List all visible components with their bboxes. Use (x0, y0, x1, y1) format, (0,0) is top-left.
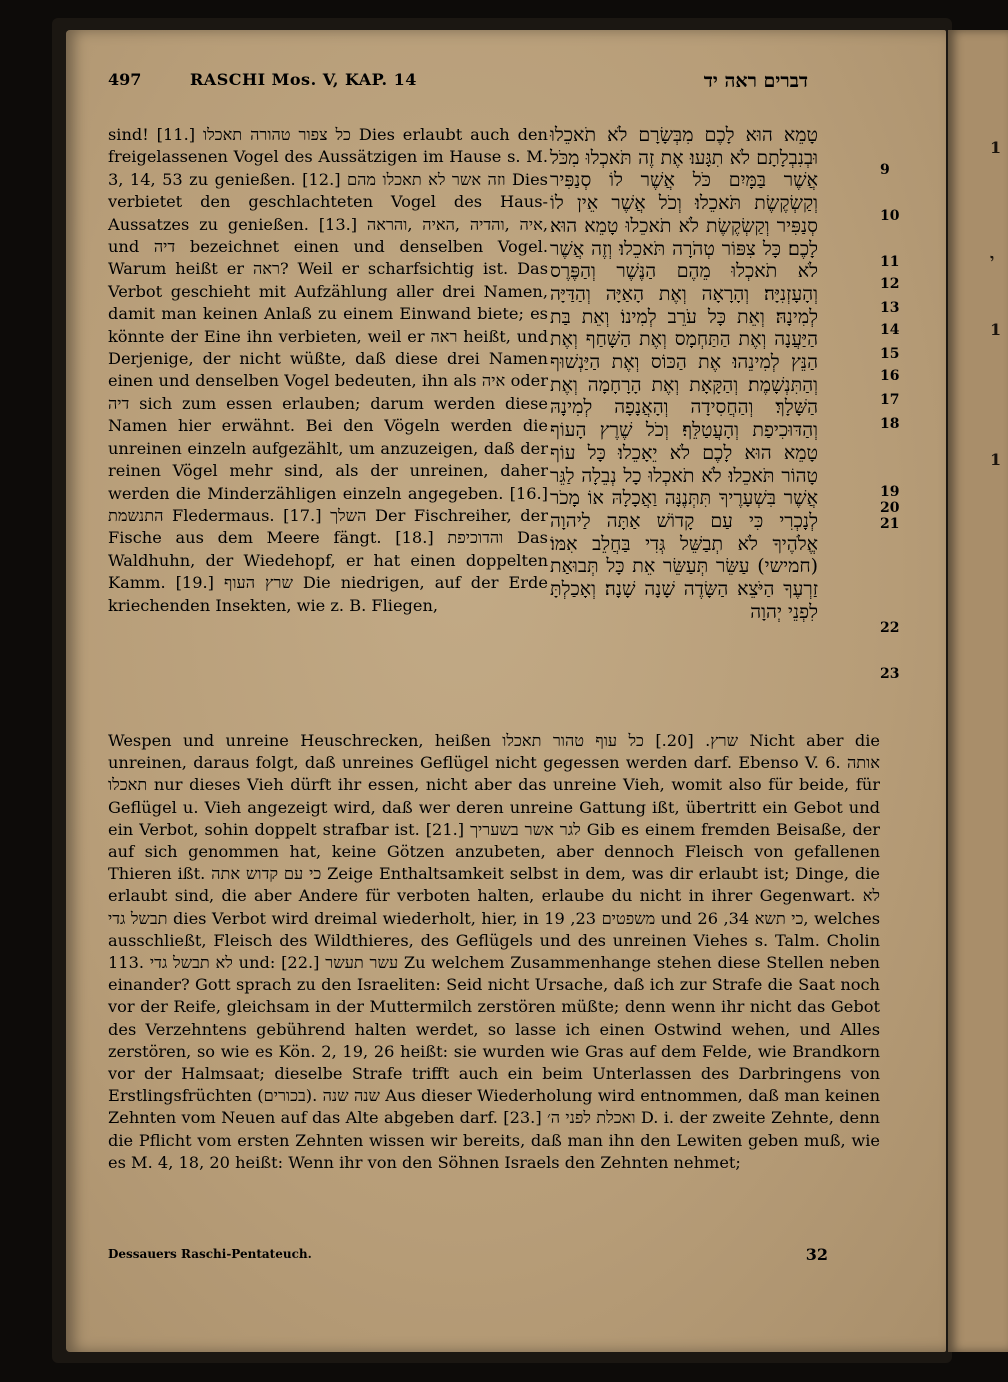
commentary-column (108, 124, 548, 617)
verse-number: 17 (880, 392, 900, 408)
verse-number: 18 (880, 416, 900, 432)
page-number: 497 (108, 70, 142, 89)
verse-number: 15 (880, 346, 900, 362)
hebrew-running-title: דברים ראה יד (703, 70, 808, 92)
next-page-edge (948, 30, 1008, 1352)
page-header (108, 70, 808, 100)
verse-number: 20 (880, 500, 900, 516)
verse-number: 21 (880, 516, 900, 532)
verse-number: 10 (880, 208, 900, 224)
next-page-mark: י (990, 250, 995, 269)
printer-signature: Dessauers Raschi-Pentateuch. (108, 1247, 312, 1261)
hebrew-verses: טָמֵא הוּא לָכֶם מִבְּשָׂרָם לֹא תֹאכֵלוּ וּבְנִבְלָתָם לֹא תִגָּעוּ׃ אֶת זֶה תֹּאכְלוּ מִכֹּל אֲשֶׁר בַּמָּיִם כֹּל אֲשֶׁר לוֹ סְנַפִּיר וְקַשְׂקֶשֶׂת תֹּאכֵלוּ׃ וְכֹל אֲשֶׁר אֵין לוֹ סְנַפִּיר וְקַשְׂקֶשֶׂת לֹא תֹאכֵלוּ טָמֵא הוּא לָכֶם׃ כָּל צִפּוֹר טְהֹרָה תֹּאכֵלוּ׃ וְזֶה אֲשֶׁר לֹא תֹאכְלוּ מֵהֶם הַנֶּשֶׁר וְהַפֶּרֶס וְהָעָזְנִיָּה׃ וְהָרָאָה וְאֶת הָאַיָּה וְהַדַּיָּה לְמִינָהּ׃ וְאֵת כָּל עֹרֵב לְמִינוֹ׃ וְאֵת בַּת הַיַּעֲנָה וְאֶת הַתַּחְמָס וְאֶת הַשָּׁחַף וְאֶת הַנֵּץ לְמִינֵהוּ׃ אֶת הַכּוֹס וְאֶת הַיַּנְשׁוּף וְהַתִּנְשָׁמֶת׃ וְהַקָּאָת וְאֶת הָרָחָמָה וְאֶת הַשָּׁלָךְ׃ וְהַחֲסִידָה וְהָאֲנָפָה לְמִינָהּ וְהַדּוּכִיפַת וְהָעֲטַלֵּף׃ וְכֹל שֶׁרֶץ הָעוֹף טָמֵא הוּא לָכֶם לֹא יֵאָכֵלוּ׃ כָּל עוֹף טָהוֹר תֹּאכֵלוּ׃ לֹא תֹאכְלוּ כָל נְבֵלָה לַגֵּר אֲשֶׁר בִּשְׁעָרֶיךָ תִּתְּנֶנָּה וַאֲכָלָהּ אוֹ מָכֹר לְנָכְרִי כִּי עַם קָדוֹשׁ אַתָּה לַיהוָה אֱלֹהֶיךָ לֹא תְבַשֵּׁל גְּדִי בַּחֲלֵב אִמּוֹ׃ (חמישי) עַשֵּׂר תְּעַשֵּׂר אֵת כָּל תְּבוּאַת זַרְעֶךָ הַיֹּצֵא הַשָּׂדֶה שָׁנָה שָׁנָה׃ וְאָכַלְתָּ לִפְנֵי יְהוָה (550, 124, 818, 623)
verse-number: 22 (880, 620, 900, 636)
verse-number: 23 (880, 666, 900, 682)
verse-number: 16 (880, 368, 900, 384)
verse-number: 12 (880, 276, 900, 292)
verse-number: 19 (880, 484, 900, 500)
verse-number: 14 (880, 322, 900, 338)
next-page-mark: 1 (990, 138, 1002, 157)
commentary-paragraph: Wespen und unreine Heuschrecken, heißen שרץ. [20.] כל עוף טהור תאכלו Nicht aber die unreinen, daraus folgt, daß unreines Geflügel nicht gegessen werden darf. Ebenso V. 6. אותה תאכלו nur dieses Vieh dürft ihr essen, nicht aber das unreine Vieh, womit also für beide, für Geflügel u. Vieh angezeigt wird, daß wer deren unreine Gattung ißt, übertritt ein Gebot und ein Verbot, sohin doppelt strafbar ist. [21.] לגר אשר בשעריך Gib es einem fremden Beisaße, der auf sich genommen hat, keine Götzen anzubeten, aber dennoch Fleisch von gefallenen Thieren ißt. כי עם קדוש אתה Zeige Enthaltsamkeit selbst in dem, was dir erlaubt ist; Dinge, die erlaubt sind, die aber Andere für verboten halten, erlaube du nicht in ihrer Gegenwart. לא תבשל גדי dies Verbot wird dreimal wiederholt, hier, in משפטים 23, 19 und כי תשא 34, 26, welches ausschließt, Fleisch des Wildthieres, des Geflügels und des unreinen Viehes s. Talm. Cholin 113. לא תבשל גדי und: [22.] עשר תעשר Zu welchem Zusammenhange stehen diese Stellen neben einander? Gott sprach zu den Israeliten: Seid nicht Ursache, daß ich zur Strafe die Saat noch vor der Reife, gleichsam in der Muttermilch zerstören müßte; denn wenn ihr nicht das Gebot des Verzehntens gebührend halten werdet, so lasse ich einen Ostwind wehen, und Alles zerstören, so wie es Kön. 2, 19, 26 heißt: sie wurden wie Gras auf dem Felde, wie Brandkorn vor der Halmsaat; dieselbe Strafe trifft auch ein beim Unterlassen des Darbringens von Erstlingsfrüchten (בכורים). שנה שנה Aus dieser Wiederholung wird entnommen, daß man keinen Zehnten vom Neuen auf das Alte abgeben darf. [23.] ואכלת לפני ה׳ D. i. der zweite Zehnte, denn die Pflicht vom ersten Zehnten wissen wir bereits, daß man ihn den Lewiten geben muß, wie es M. 4, 18, 20 heißt: Wenn ihr von den Söhnen Israels den Zehnten nehmet; (108, 731, 881, 1172)
commentary-paragraph: sind! [11.] כל צפור טהורה תאכלו Dies erlaubt auch den freigelassenen Vogel des Aussätzigen im Hause s. M. 3, 14, 53 zu genießen. [12.] וזה אשר לא תאכלו מהם Dies verbietet den geschlachteten Vogel des Haus-Aussatzes zu genießen. [13.] איה ,והדיה ,האיה ,והראה, und דיה bezeichnet einen und denselben Vogel. Warum heißt er ראה? Weil er scharfsichtig ist. Das Verbot geschieht mit Aufzählung aller drei Namen, damit man keinen Anlaß zu einem Einwand biete; es könnte der Eine ihn verbieten, weil er ראה heißt, und Derjenige, der nicht wüßte, daß diese drei Namen einen und denselben Vogel bedeuten, ihn als איה oder דיה sich zum essen erlauben; darum werden diese Namen hier erwähnt. Bei den Vögeln werden die unreinen einzeln aufgezählt, um anzuzeigen, daß der reinen Vögel mehr sind, als der unreinen, daher werden die Minderzähligen einzeln angegeben. [16.] התנשמת Fledermaus. [17.] השלך Der Fischreiher, der Fische aus dem Meere fängt. [18.] והדוכיפת Das Waldhuhn, der Wiedehopf, er hat einen doppelten Kamm. [19.] שרץ העוף Die niedrigen, auf der Erde kriechenden Insekten, wie z. B. Fliegen, (108, 125, 549, 615)
sheet-number: 32 (805, 1245, 828, 1264)
verse-number: 9 (880, 162, 890, 178)
hebrew-text-column (550, 124, 818, 623)
commentary-full-width (108, 730, 880, 1174)
verse-number: 11 (880, 254, 900, 270)
next-page-mark: 1 (990, 320, 1002, 339)
page-footer (108, 1245, 828, 1269)
running-title: RASCHI Mos. V, KAP. 14 (190, 70, 417, 89)
next-page-mark: 1 (990, 450, 1002, 469)
verse-number: 13 (880, 300, 900, 316)
